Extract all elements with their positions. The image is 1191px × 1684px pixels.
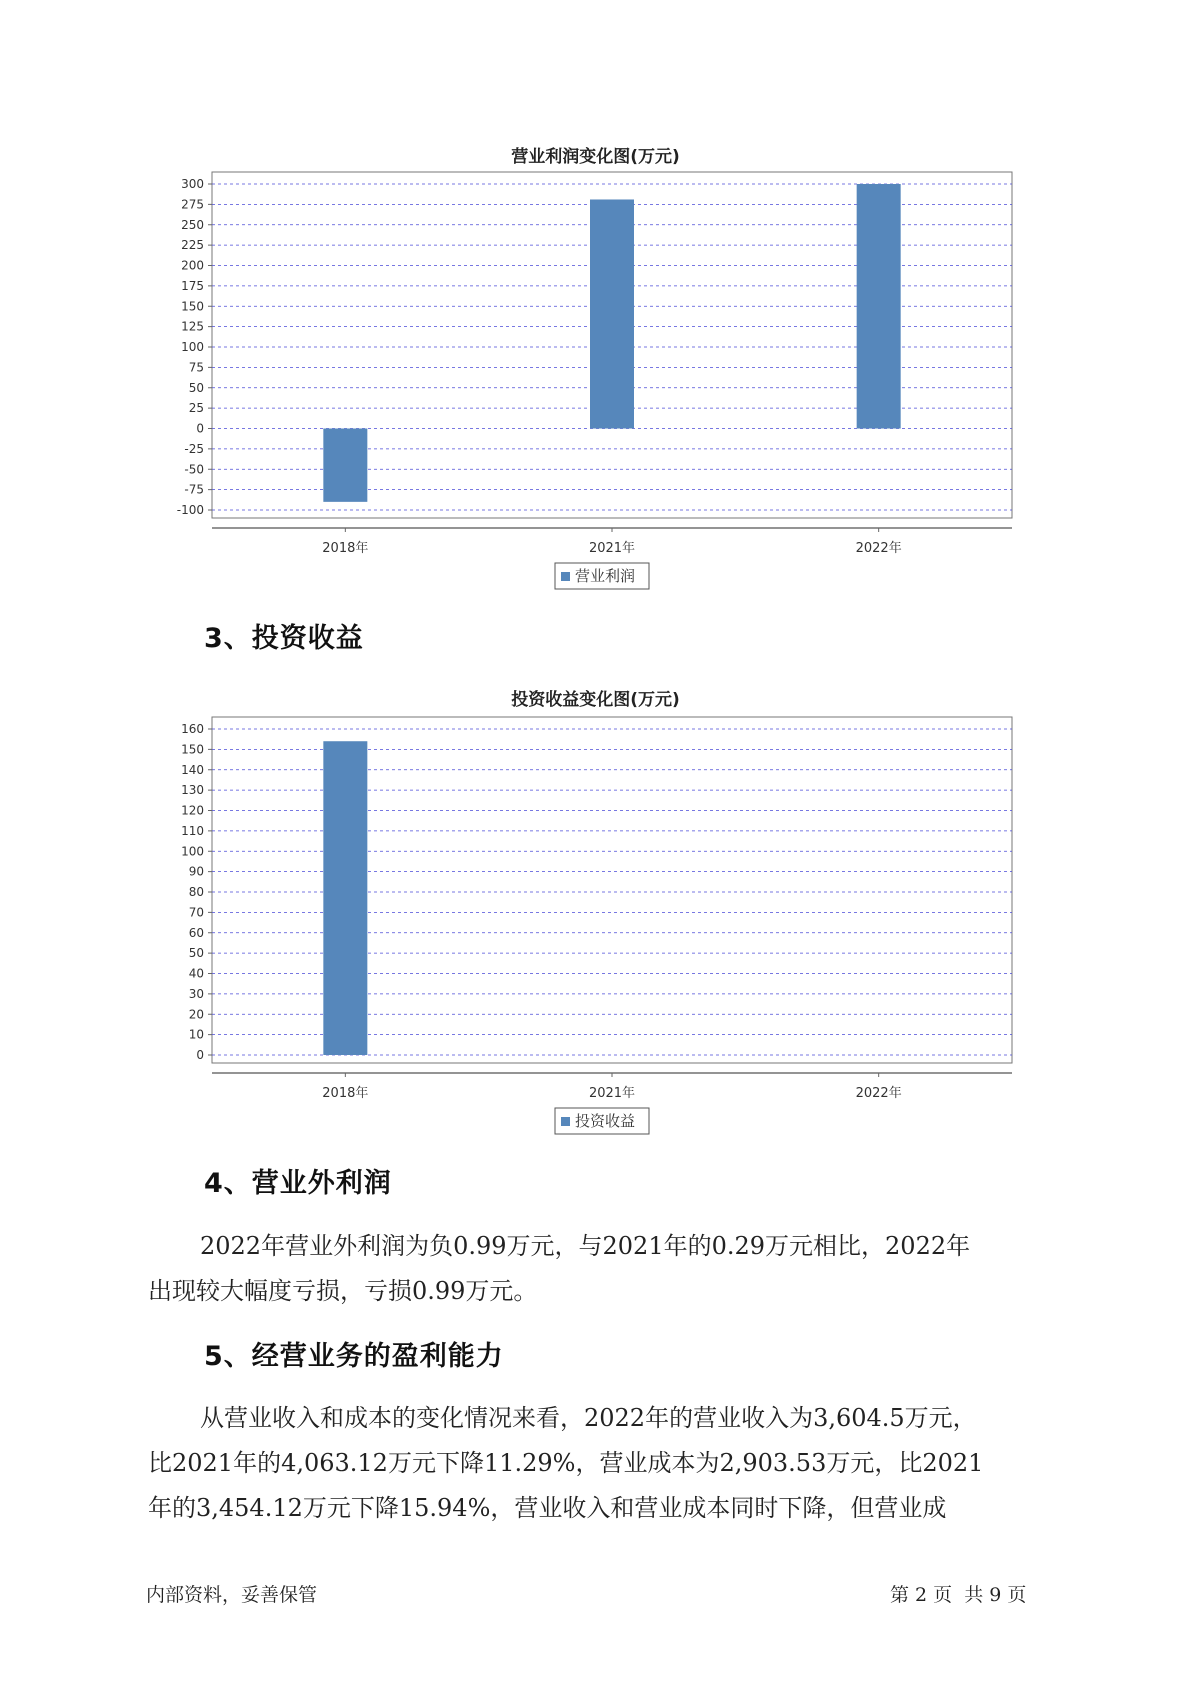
x-tick-label: 2022年 bbox=[855, 1086, 902, 1101]
y-tick-label: 0 bbox=[196, 1048, 204, 1062]
section-heading-profitability: 5、经营业务的盈利能力 bbox=[204, 1341, 504, 1372]
section-heading-investment: 3、投资收益 bbox=[204, 623, 364, 654]
footer-page-number: 第 2 页 共 9 页 bbox=[890, 1584, 1027, 1606]
bar bbox=[590, 199, 634, 428]
y-tick-label: 50 bbox=[188, 380, 204, 395]
y-tick-label: 250 bbox=[181, 217, 204, 232]
y-tick-label: 100 bbox=[181, 340, 204, 354]
legend-swatch bbox=[561, 572, 570, 581]
y-tick-label: 10 bbox=[188, 1027, 204, 1042]
paragraph-line: 从营业收入和成本的变化情况来看，2022年的营业收入为3,604.5万元， bbox=[200, 1404, 977, 1432]
y-tick-label: 60 bbox=[188, 925, 204, 940]
x-tick-label: 2018年 bbox=[322, 1086, 369, 1101]
y-tick-label: 120 bbox=[181, 803, 204, 818]
x-tick-label: 2021年 bbox=[588, 1086, 636, 1101]
y-tick-label: 40 bbox=[188, 966, 204, 981]
y-tick-label: 25 bbox=[188, 401, 204, 416]
footer-confidential-note: 内部资料，妥善保管 bbox=[146, 1584, 318, 1606]
y-tick-label: 0 bbox=[196, 421, 204, 436]
chart2-title: 投资收益变化图(万元) bbox=[511, 690, 680, 710]
section-heading-non-operating: 4、营业外利润 bbox=[204, 1168, 392, 1199]
y-tick-label: 20 bbox=[188, 1007, 204, 1022]
y-tick-label: -50 bbox=[184, 462, 204, 477]
bar bbox=[323, 741, 367, 1055]
legend-label: 投资收益 bbox=[575, 1112, 636, 1130]
y-tick-label: 140 bbox=[181, 762, 204, 777]
y-tick-label: 125 bbox=[181, 319, 204, 334]
chart1-title: 营业利润变化图(万元) bbox=[511, 147, 680, 167]
x-tick-label: 2022年 bbox=[855, 541, 902, 556]
y-tick-label: 30 bbox=[188, 986, 204, 1001]
paragraph-line: 出现较大幅度亏损，亏损0.99万元。 bbox=[148, 1277, 538, 1305]
y-tick-label: 300 bbox=[181, 177, 204, 191]
y-tick-label: 275 bbox=[181, 197, 204, 212]
y-tick-label: 90 bbox=[188, 864, 204, 879]
y-tick-label: 50 bbox=[188, 946, 204, 961]
y-tick-label: 80 bbox=[188, 885, 204, 899]
y-tick-label: -75 bbox=[184, 482, 204, 497]
y-tick-label: -25 bbox=[184, 441, 204, 456]
legend-label: 营业利润 bbox=[575, 567, 636, 585]
y-tick-label: 175 bbox=[181, 278, 204, 293]
paragraph-line: 比2021年的4,063.12万元下降11.29%，营业成本为2,903.53万元，比2021 bbox=[148, 1449, 984, 1477]
bar bbox=[323, 429, 367, 502]
investment-income-chart bbox=[0, 715, 1191, 1165]
y-tick-label: 225 bbox=[181, 238, 204, 253]
y-tick-label: 160 bbox=[181, 722, 204, 736]
y-tick-label: 75 bbox=[188, 360, 204, 375]
y-tick-label: 70 bbox=[188, 905, 204, 920]
x-tick-label: 2018年 bbox=[322, 541, 369, 556]
operating-profit-chart bbox=[0, 170, 1191, 620]
y-tick-label: 130 bbox=[181, 783, 204, 798]
y-tick-label: -100 bbox=[176, 503, 204, 517]
x-tick-label: 2021年 bbox=[588, 541, 636, 556]
y-tick-label: 150 bbox=[181, 742, 204, 757]
paragraph-line: 年的3,454.12万元下降15.94%，营业收入和营业成本同时下降，但营业成 bbox=[148, 1494, 947, 1522]
y-tick-label: 110 bbox=[181, 823, 204, 838]
y-tick-label: 150 bbox=[181, 299, 204, 314]
y-tick-label: 200 bbox=[181, 258, 204, 273]
y-tick-label: 100 bbox=[181, 844, 204, 859]
paragraph-line: 2022年营业外利润为负0.99万元，与2021年的0.29万元相比，2022年 bbox=[200, 1232, 971, 1260]
legend-swatch bbox=[561, 1117, 570, 1126]
bar bbox=[857, 184, 901, 429]
